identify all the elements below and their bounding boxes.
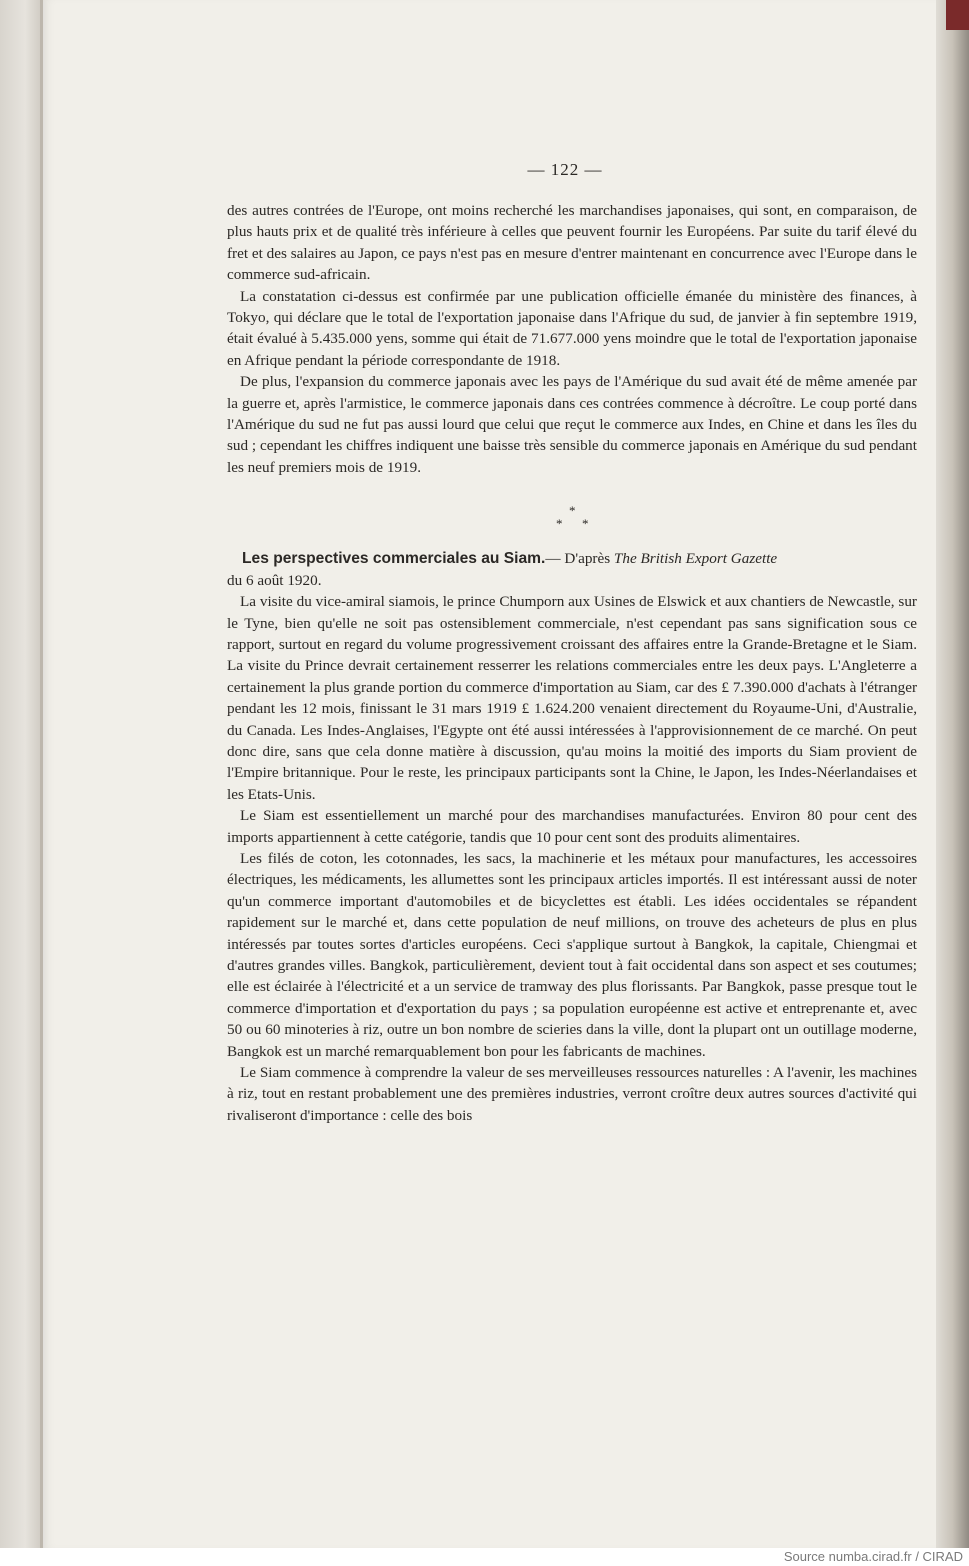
paragraph-section-4: Le Siam commence à comprendre la valeur de ses merveilleuses ressources naturelles : A l'avenir, les machines à riz, tout en restant probablement une des premières industries, verront croître deux autres sources d'activité qui rivaliseront d'importance : celle des bois — [227, 1064, 917, 1124]
red-cover-corner — [946, 0, 969, 30]
page-number: — 122 — — [527, 160, 603, 179]
publication-name: The British Export Gazette — [613, 550, 778, 568]
section-intro: — D'après — [545, 550, 614, 568]
paragraph-top-1: des autres contrées de l'Europe, ont moins recherché les marchandises japonaises, qui sont, en comparaison, de plus hauts prix et de qualité très inférieure à celles que peuvent fournir les Européens. Par suite du tarif élevé du fret et des salaires au Japon, ce pays n'est pas en mesure d'entrer maintenant en concurrence avec l'Europe dans le commerce sud-africain. — [227, 202, 917, 284]
separator-star: * — [582, 516, 589, 532]
section-heading — [227, 548, 917, 591]
section-separator — [227, 504, 917, 532]
paragraph-section-1: La visite du vice-amiral siamois, le prince Chumporn aux Usines de Elswick et aux chantiers de Newcastle, sur le Tyne, bien qu'elle ne soit pas ostensiblement commerciale, n'est cependant pas sans signification sous ce rapport, surtout en regard du volume progressivement croissant des affaires entre la Grande-Bretagne et le Siam. La visite du Prince devrait certainement resserrer les relations commerciales entre les deux pays. L'Angleterre a certainement la plus grande portion du commerce d'importation au Siam, car des £ 7.390.000 d'achats à l'étranger pendant les 12 mois, finissant le 31 mars 1919 £ 1.624.200 venaient directement du Royaume-Uni, d'Australie, du Canada. Les Indes-Anglaises, l'Egypte ont été aussi intéressées à l'approvisionnement de ce marché. On peut donc dire, sans que cela donne matière à discussion, qu'au moins la moitié des imports du Siam provient de l'Empire britannique. Pour le reste, les principaux participants sont la Chine, le Japon, les Indes-Néerlandaises et les Etats-Unis. — [227, 593, 917, 803]
paragraph-top-3: De plus, l'expansion du commerce japonais avec les pays de l'Amérique du sud avait été de même amenée par la guerre et, après l'armistice, le commerce japonais dans ces contrées commence à décroître. Le coup porté dans l'Amérique du sud ne fut pas aussi lourd que celui que reçut le commerce aux Indes, en Chine et dans les îles du sud ; cependant les chiffres indiquent une baisse très sensible du commerce japonais en Amérique du sud pendant les neuf premiers mois de 1919. — [227, 373, 917, 476]
separator-star: * — [556, 516, 563, 532]
page-stack-right-edge — [936, 0, 969, 1548]
book-binding-left — [0, 0, 42, 1548]
paragraph-top-2: La constatation ci-dessus est confirmée par une publication officielle émanée du ministère des finances, à Tokyo, qui déclare que le total de l'exportation japonaise dans l'Afrique du sud, de janvier à fin septembre 1919, était évalué à 5.435.000 yens, somme qui était de 71.677.000 yens moindre que le total de l'exportation japonaise en Afrique pendant la période correspondante de 1918. — [227, 287, 917, 369]
section-title: Les perspectives commerciales au Siam. — [242, 550, 546, 568]
paragraph-section-3: Les filés de coton, les cotonnades, les sacs, la machinerie et les métaux pour manufactures, les accessoires électriques, les médicaments, les allumettes sont les principaux articles importés. Il est intéressant aussi de noter qu'un commerce important d'automobiles et de bicyclettes est établi. Les idées occidentales se répandent rapidement sur le marché et, dans cette population de neuf millions, on trouve des acheteurs de plus en plus intéressés par toutes sortes d'articles européens. Ceci s'applique surtout à Bangkok, la capitale, Chiengmai et d'autres grandes villes. Bangkok, particulièrement, devient tout à fait occidental dans son aspect et ses coutumes; elle est éclairée à l'électricité et a un service de tramway des plus florissants. Par Bangkok, passe presque tout le commerce d'importation et d'exportation du pays ; sa population européenne est active et entreprenante et, avec 50 ou 60 minoteries à riz, outre un bon nombre de scieries dans la ville, dont la plupart ont un outillage moderne, Bangkok est un marché remarquablement bon pour les fabricants de machines. — [227, 849, 917, 1060]
section-date: du 6 août 1920. — [227, 571, 322, 589]
text-block — [227, 200, 917, 1126]
paragraph-section-2: Le Siam est essentiellement un marché pour des marchandises manufacturées. Environ 80 pour cent des imports appartiennent à cette catégorie, tandis que 10 pour cent sont des produits alimentaires. — [227, 807, 917, 846]
source-credit: Source numba.cirad.fr / CIRAD — [783, 1549, 963, 1564]
separator-star: * — [569, 503, 576, 519]
